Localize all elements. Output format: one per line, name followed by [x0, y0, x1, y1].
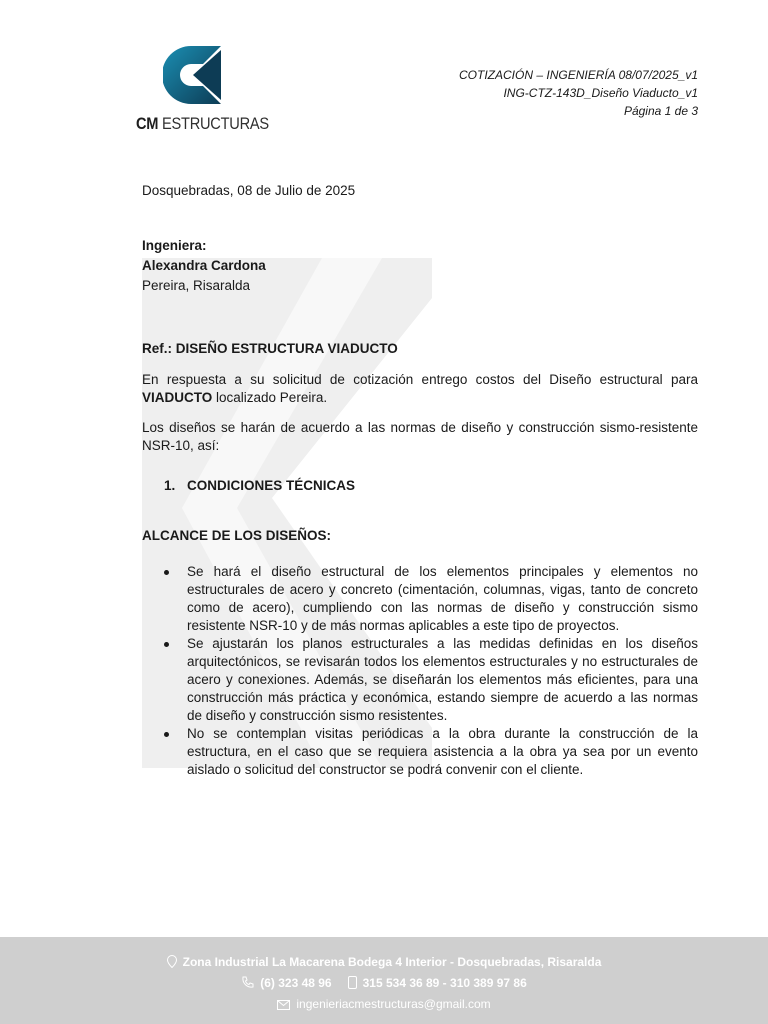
- bullet-icon: [164, 570, 169, 575]
- quote-line: COTIZACIÓN – INGENIERÍA 08/07/2025_v1: [459, 68, 698, 82]
- footer-phone: (6) 323 48 96: [260, 976, 332, 990]
- recipient-location: Pereira, Risaralda: [142, 278, 251, 293]
- intro-text-bold: VIADUCTO: [142, 390, 213, 405]
- phone-icon: [241, 976, 254, 989]
- bullet-icon: [164, 732, 169, 737]
- intro-paragraph: [142, 371, 698, 407]
- bullet-text: Se ajustarán los planos estructurales a las medidas definidas en los diseños arquitectónicos, se revisarán todos los elementos estructurales y no estructurales de acero y conexiones. Además, se diseñarán los elementos más eficientes, para una construcción más práctica y económica, estando siempre de acuerdo a las normas de diseño y construcción sismo resistentes.: [187, 636, 698, 723]
- norms-paragraph: Los diseños se harán de acuerdo a las normas de diseño y construcción sismo-resistente NSR-10, así:: [142, 420, 698, 453]
- place-date: Dosquebradas, 08 de Julio de 2025: [142, 183, 356, 198]
- list-item: [142, 563, 698, 635]
- recipient-block: [142, 236, 698, 296]
- document-code: ING-CTZ-143D_Diseño Viaducto_v1: [503, 86, 698, 100]
- cm-logo-mark-icon: [163, 46, 225, 104]
- footer-address-row: [0, 955, 768, 969]
- scope-title: ALCANCE DE LOS DISEÑOS:: [142, 528, 332, 543]
- reference-line: Ref.: DISEÑO ESTRUCTURA VIADUCTO: [142, 341, 398, 356]
- bullet-text: Se hará el diseño estructural de los elementos principales y elementos no estructurales de acero y concreto (cimentación, columnas, vigas, tanto de concreto como de acero), cumpliendo con las normas de diseño y construcción sismo resistente NSR-10 y de más normas aplicables a este tipo de proyectos.: [187, 564, 698, 633]
- footer-address: Zona Industrial La Macarena Bodega 4 Interior - Dosquebradas, Risaralda: [182, 955, 602, 969]
- section-heading: [164, 477, 698, 495]
- mobile-icon: [348, 976, 357, 989]
- footer-mobile: 315 534 36 89 - 310 389 97 86: [362, 976, 527, 990]
- logo-brand-bold: CM: [136, 114, 159, 133]
- recipient-name: Alexandra Cardona: [142, 258, 266, 273]
- list-item: [142, 725, 698, 779]
- list-item: [142, 635, 698, 725]
- section-title: CONDICIONES TÉCNICAS: [187, 478, 356, 493]
- footer-email: ingenieriacmestructuras@gmail.com: [296, 997, 491, 1011]
- bullet-icon: [164, 642, 169, 647]
- page-number: Página 1 de 3: [623, 104, 698, 118]
- logo-wordmark: [136, 114, 269, 134]
- logo-brand-rest: ESTRUCTURAS: [162, 114, 269, 133]
- location-pin-icon: [167, 955, 177, 968]
- section-number: 1.: [164, 478, 176, 493]
- document-header: [459, 66, 698, 120]
- scope-bullet-list: [142, 563, 698, 779]
- mail-icon: [277, 1000, 290, 1010]
- intro-text-after: localizado Pereira.: [212, 390, 328, 405]
- footer-phone-row: [0, 976, 768, 990]
- page-footer: [0, 937, 768, 1024]
- recipient-title: Ingeniera:: [142, 238, 207, 253]
- footer-email-row: [0, 997, 768, 1011]
- bullet-text: No se contemplan visitas periódicas a la obra durante la construcción de la estructura, en el caso que se requiera asistencia a la obra ya sea por un evento aislado o solicitud del constructor se podrá convenir con el cliente.: [187, 726, 698, 777]
- letter-body: [142, 182, 698, 779]
- intro-text-before: En respuesta a su solicitud de cotización entrego costos del Diseño estructural para: [142, 372, 698, 387]
- company-logo: [136, 46, 269, 138]
